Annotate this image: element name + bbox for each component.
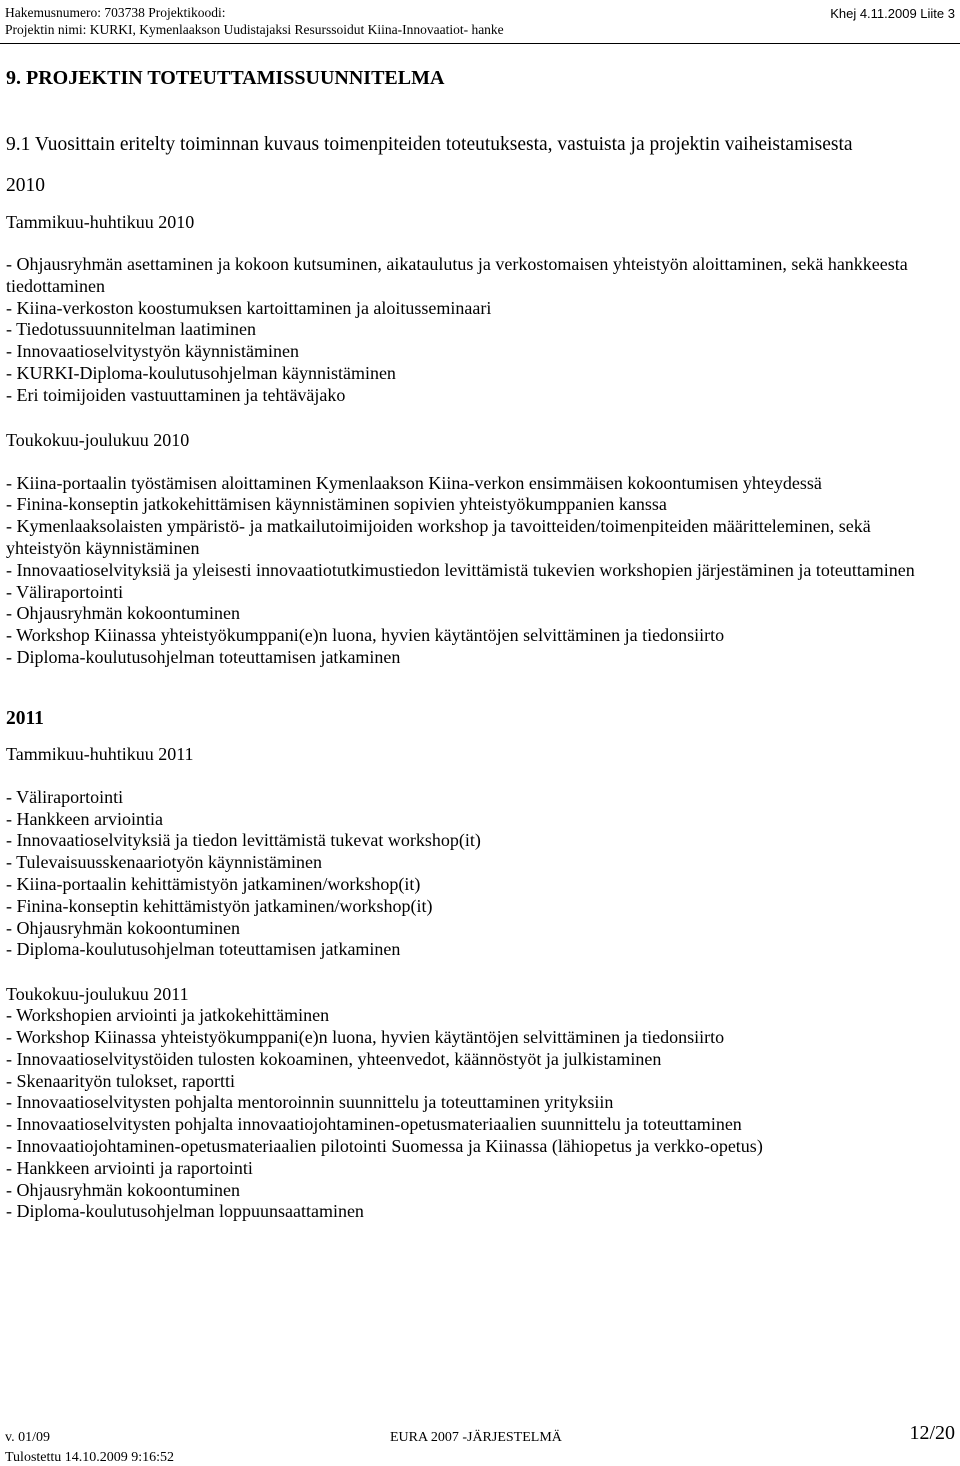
page-header — [5, 4, 955, 38]
list-item: - Tulevaisuusskenaariotyön käynnistäminen — [6, 852, 322, 873]
list-item: - Ohjausryhmän kokoontuminen — [6, 1179, 240, 1200]
task-list-2011-2 — [6, 1005, 946, 1223]
list-item: - Innovaatioselvitystyön käynnistäminen — [6, 341, 299, 362]
list-item: - Innovaatioselvitysten pohjalta mentoroinnin suunnittelu ja toteuttaminen yrityksiin — [6, 1092, 614, 1113]
list-item: - Hankkeen arviointia — [6, 808, 163, 829]
list-item: - Kiina-verkoston koostumuksen kartoittaminen ja aloitusseminaari — [6, 297, 492, 318]
period-title-2010-1: Tammikuu-huhtikuu 2010 — [6, 212, 195, 232]
list-item: - Ohjausryhmän kokoontuminen — [6, 917, 240, 938]
period-title-2011-2: Toukokuu-joulukuu 2011 — [6, 984, 189, 1005]
header-divider — [0, 43, 960, 44]
list-item: - Diploma-koulutusohjelman toteuttamisen jatkaminen — [6, 939, 401, 960]
list-item: - Innovaatioselvityksiä ja yleisesti innovaatiotutkimustiedon levittämistä tukevien workshopien järjestäminen ja toteuttaminen — [6, 559, 915, 580]
list-item: - Innovaatiojohtaminen-opetusmateriaalien pilotointi Suomessa ja Kiinassa (lähiopetus ja verkko-opetus) — [6, 1135, 763, 1156]
list-item: - Kiina-portaalin kehittämistyön jatkaminen/workshop(it) — [6, 873, 421, 894]
list-item: - Hankkeen arviointi ja raportointi — [6, 1157, 253, 1178]
footer-print-date: Tulostettu 14.10.2009 9:16:52 — [5, 1450, 175, 1465]
header-project-name: Projektin nimi: KURKI, Kymenlaakson Uudistajaksi Resurssoidut Kiina-Innovaatiot- hanke — [5, 22, 504, 37]
task-list-2011-1 — [6, 787, 946, 961]
list-item: - Tiedotussuunnitelman laatiminen — [6, 319, 256, 340]
list-item: - Kymenlaaksolaisten ympäristö- ja matkailutoimijoiden workshop ja tavoitteiden/toimenpiteiden määritteleminen, sekä yhteistyön käynnistäminen — [6, 516, 871, 558]
list-item: - Eri toimijoiden vastuuttaminen ja tehtäväjako — [6, 384, 346, 405]
list-item: - Innovaatioselvitystöiden tulosten kokoaminen, yhteenvedot, käännöstyöt ja julkistaminen — [6, 1048, 662, 1069]
header-application-number: Hakemusnumero: 703738 Projektikoodi: — [5, 5, 226, 20]
page-footer — [5, 1420, 955, 1466]
subsection-title: 9.1 Vuosittain eritelty toiminnan kuvaus toimenpiteiden toteutuksesta, vastuista ja projektin vaiheistamisesta — [6, 134, 853, 155]
task-list-2010-2 — [6, 473, 946, 669]
task-list-2010-1 — [6, 254, 946, 407]
list-item: - Väliraportointi — [6, 581, 124, 602]
year-2010-heading: 2010 — [6, 175, 45, 196]
list-item: - Diploma-koulutusohjelman loppuunsaattaminen — [6, 1201, 364, 1222]
list-item: - Ohjausryhmän asettaminen ja kokoon kutsuminen, aikataulutus ja verkostomaisen yhteistyön aloittaminen, sekä hankkeesta tiedottaminen — [6, 254, 908, 296]
list-item: - Innovaatioselvityksiä ja tiedon levittämistä tukevat workshop(it) — [6, 830, 481, 851]
period-title-2010-2: Toukokuu-joulukuu 2010 — [6, 429, 190, 450]
year-2011-heading: 2011 — [6, 707, 44, 729]
footer-page-number: 12/20 — [909, 1422, 955, 1444]
list-item: - Finina-konseptin jatkokehittämisen käynnistäminen sopivien yhteistyökumppanien kanssa — [6, 494, 667, 515]
list-item: - Workshopien arviointi ja jatkokehittäminen — [6, 1005, 330, 1026]
section-title: 9. PROJEKTIN TOTEUTTAMISSUUNNITELMA — [6, 67, 445, 89]
list-item: - Innovaatioselvitysten pohjalta innovaatiojohtaminen-opetusmateriaalien suunnittelu ja toteuttaminen — [6, 1114, 742, 1135]
list-item: - Workshop Kiinassa yhteistyökumppani(e)n luona, hyvien käytäntöjen selvittäminen ja tiedonsiirto — [6, 1026, 725, 1047]
list-item: - Skenaarityön tulokset, raportti — [6, 1070, 235, 1091]
document-body — [6, 66, 946, 1223]
period-title-2011-1: Tammikuu-huhtikuu 2011 — [6, 743, 194, 764]
footer-version: v. 01/09 — [5, 1430, 50, 1445]
list-item: - KURKI-Diploma-koulutusohjelman käynnistäminen — [6, 362, 396, 383]
footer-system: EURA 2007 -JÄRJESTELMÄ — [390, 1430, 562, 1445]
list-item: - Finina-konseptin kehittämistyön jatkaminen/workshop(it) — [6, 895, 433, 916]
list-item: - Väliraportointi — [6, 786, 124, 807]
header-date-attachment: Khej 4.11.2009 Liite 3 — [830, 6, 955, 21]
list-item: - Kiina-portaalin työstämisen aloittaminen Kymenlaakson Kiina-verkon ensimmäisen kokoontumisen yhteydessä — [6, 472, 822, 493]
list-item: - Diploma-koulutusohjelman toteuttamisen jatkaminen — [6, 646, 401, 667]
list-item: - Ohjausryhmän kokoontuminen — [6, 603, 240, 624]
list-item: - Workshop Kiinassa yhteistyökumppani(e)n luona, hyvien käytäntöjen selvittäminen ja tiedonsiirto — [6, 625, 725, 646]
